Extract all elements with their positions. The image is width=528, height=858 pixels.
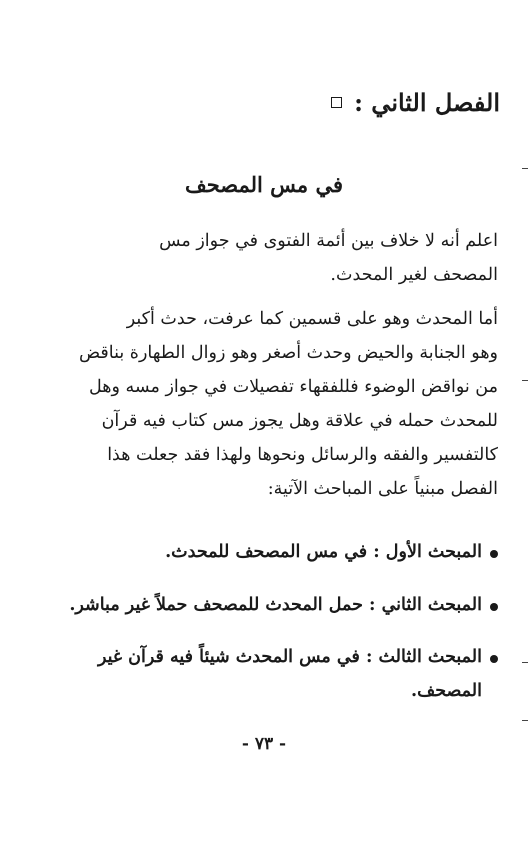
bullet-text: [98, 640, 482, 708]
paragraph-line: أما المحدث وهو على قسمين كما عرفت، حدث أكبر: [126, 309, 498, 329]
bullet-line: المبحث الأول : في مس المصحف للمحدث.: [165, 542, 482, 562]
page-number: - ٧٣ -: [241, 734, 287, 754]
list-item: [26, 640, 498, 708]
bullet-line: المصحف.: [411, 681, 482, 701]
list-item: [26, 535, 498, 569]
paragraph-line: من نواقض الوضوء فللفقهاء تفصيلات في جواز مسه وهل: [89, 377, 498, 397]
edge-tick: [522, 380, 528, 381]
paragraph-line: المصحف لغير المحدث.: [330, 265, 498, 285]
bullet-icon: [490, 550, 498, 558]
paragraph-line: اعلم أنه لا خلاف بين أئمة الفتوى في جواز مس: [159, 231, 498, 251]
bullet-line: المبحث الثالث : في مس المحدث شيئاً فيه قرآن غير: [97, 647, 482, 667]
paragraph-intro: [28, 224, 498, 292]
bullet-line: المبحث الثاني : حمل المحدث للمصحف حملاً غير مباشر.: [69, 595, 482, 615]
chapter-title: الفصل الثاني :: [354, 88, 500, 117]
paragraph-line: وهو الجنابة والحيض وحدث أصغر وهو زوال الطهارة بناقض: [78, 343, 498, 363]
bullet-icon: [490, 655, 498, 663]
bullet-text: [69, 588, 482, 622]
section-title: في مس المصحف: [184, 172, 344, 197]
square-icon: [331, 97, 342, 108]
edge-tick: [522, 720, 528, 721]
paragraph-line: الفصل مبنياً على المباحث الآتية:: [267, 479, 498, 499]
bullet-icon: [490, 603, 498, 611]
edge-tick: [522, 168, 528, 169]
bullet-text: [165, 535, 482, 569]
paragraph-line: كالتفسير والفقه والرسائل ونحوها ولهذا فقد جعلت هذا: [107, 445, 498, 465]
paragraph-line: للمحدث حمله في علاقة وهل يجوز مس كتاب فيه قرآن: [101, 411, 498, 431]
paragraph-details: [28, 302, 498, 506]
edge-tick: [522, 662, 528, 663]
list-item: [26, 588, 498, 622]
chapter-heading: [331, 88, 500, 117]
